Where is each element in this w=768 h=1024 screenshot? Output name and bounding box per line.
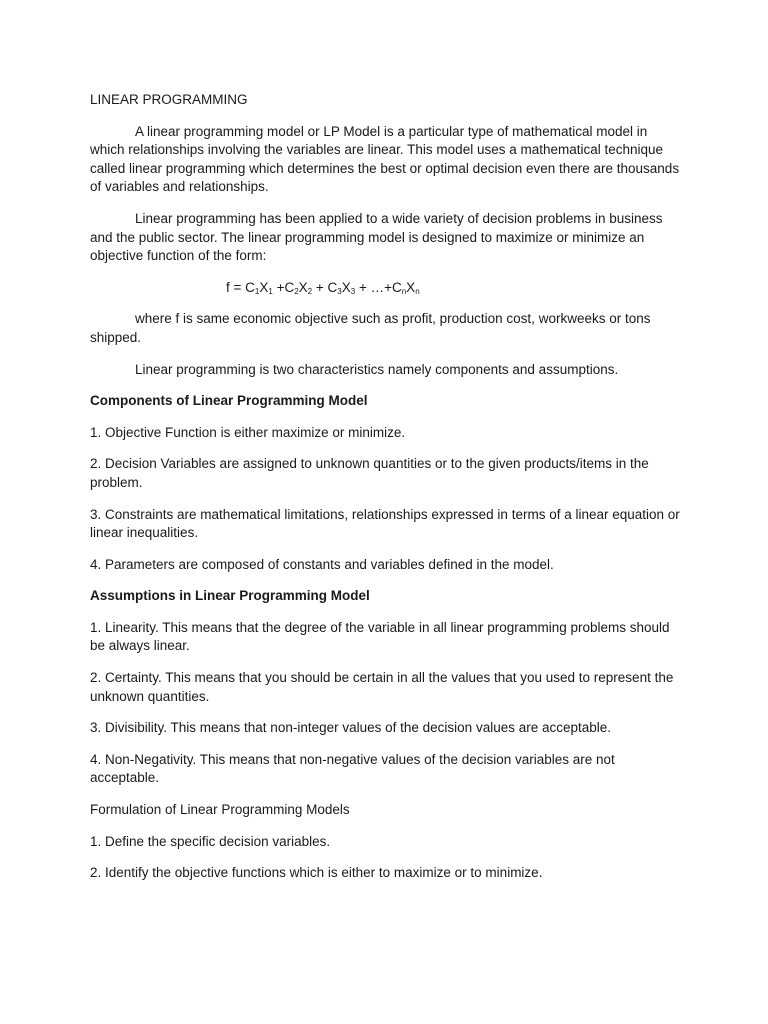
- components-item-3: 3. Constraints are mathematical limitations, relationships expressed in terms of a linear equation or linear inequalities.: [90, 506, 680, 541]
- formula-term-3: + $C_3X_3$: [312, 279, 356, 296]
- components-heading: Components of Linear Programming Model: [90, 393, 368, 409]
- formula-lhs: f =: [226, 279, 246, 295]
- formula-term-2: $+C_2X_2$: [272, 279, 313, 296]
- formulation-item-2: 2. Identify the objective functions which is either to maximize or to minimize.: [90, 865, 543, 881]
- formulation-heading: Formulation of Linear Programming Models: [90, 802, 350, 818]
- assumptions-item-2: 2. Certainty. This means that you should be certain in all the values that you used to represent the unknown quantities.: [90, 670, 674, 704]
- intro-paragraph-1: A linear programming model or LP Model is a particular type of mathematical model in which relationships involving the variables are linear. This model uses a mathematical technique called linear programming which determines the best or optimal decision even there are thousands of variables and relationships.: [90, 123, 680, 195]
- formula-term-1: $C_1X_1$: [245, 279, 273, 296]
- formula-explanation-paragraph: where f is same economic objective such as profit, production cost, workweeks or tons shipped.: [90, 311, 651, 345]
- assumptions-item-4: 4. Non-Negativity. This means that non-negative values of the decision variables are not acceptable.: [90, 751, 615, 786]
- characteristics-paragraph: Linear programming is two characteristics namely components and assumptions.: [135, 361, 619, 377]
- formula-term-n: + $\dots+C_nX_n$: [355, 279, 420, 296]
- intro-paragraph-2: Linear programming has been applied to a wide variety of decision problems in business and the public sector. The linear programming model is designed to maximize or minimize an objective function of the form:: [90, 210, 663, 264]
- document-page: [90, 91, 685, 896]
- assumptions-item-1: 1. Linearity. This means that the degree of the variable in all linear programming problems should be always linear.: [90, 619, 670, 654]
- formulation-item-1: 1. Define the specific decision variables.: [90, 833, 331, 849]
- components-item-1: 1. Objective Function is either maximize or minimize.: [90, 424, 406, 440]
- objective-function-formula: [90, 279, 685, 298]
- document-title: LINEAR PROGRAMMING: [90, 92, 248, 107]
- components-item-4: 4. Parameters are composed of constants and variables defined in the model.: [90, 556, 554, 572]
- assumptions-item-3: 3. Divisibility. This means that non-integer values of the decision values are acceptable.: [90, 720, 612, 736]
- assumptions-heading: Assumptions in Linear Programming Model: [90, 588, 370, 604]
- components-item-2: 2. Decision Variables are assigned to unknown quantities or to the given products/items in the problem.: [90, 456, 649, 490]
